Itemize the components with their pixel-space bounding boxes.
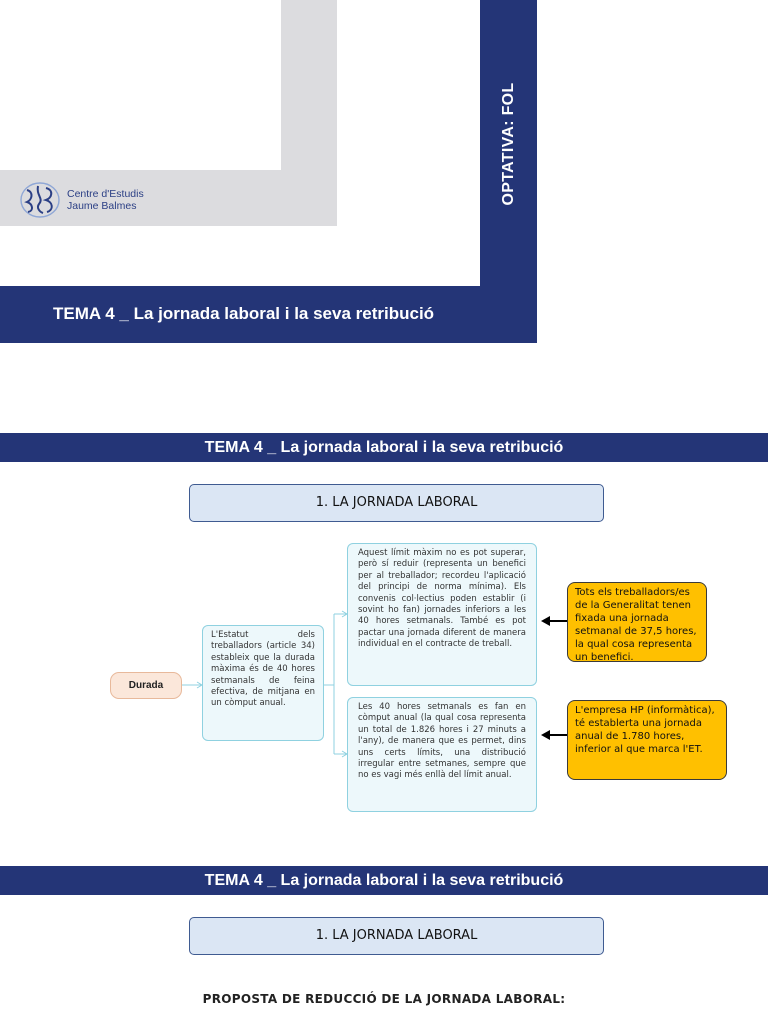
proposal-title: PROPOSTA DE REDUCCIÓ DE LA JORNADA LABORAL: bbox=[202, 992, 566, 1006]
cover-slide bbox=[0, 0, 537, 343]
slide2-section-title: 1. LA JORNADA LABORAL bbox=[189, 484, 604, 522]
logo-line-2: Jaume Balmes bbox=[67, 200, 137, 212]
limit-box: Aquest límit màxim no es pot superar, però sí reduir (representa un benefici per al treballador; recordeu l'aplicació del principi de norma mínima). Els convenis col·lectius poden establir (i sovint ho fan) jornades inferiors a les 40 hores setmanals. També es pot pactar una jornada diferent de manera individual en el contracte de treball. bbox=[347, 543, 537, 686]
slide2-header: TEMA 4 _ La jornada laboral i la seva retribució bbox=[0, 433, 768, 462]
estatut-box: L'Estatut dels treballadors (article 34) estableix que la durada màxima és de 40 hores setmanals de feina efectiva, de mitjana en un còmput anual. bbox=[202, 625, 324, 741]
cover-white-panel bbox=[0, 0, 281, 170]
generalitat-callout: Tots els treballadors/es de la Generalitat tenen fixada una jornada setmanal de 37,5 hores, la qual cosa representa un benefici. bbox=[567, 582, 707, 662]
slide3-section-title: 1. LA JORNADA LABORAL bbox=[189, 917, 604, 955]
durada-node: Durada bbox=[110, 672, 182, 699]
hp-callout: L'empresa HP (informàtica), té establerta una jornada anual de 1.780 hores, inferior al que marca l'ET. bbox=[567, 700, 727, 780]
computo-anual-box: Les 40 hores setmanals es fan en còmput anual (la qual cosa representa un total de 1.826 hores i 27 minuts a l'any), de manera que es permet, dins uns certs límits, una distribució irregular entre setmanes, sempre que no es vagi més enllà del límit anual. bbox=[347, 697, 537, 812]
logo-line-1: Centre d'Estudis bbox=[67, 188, 144, 200]
subject-label: OPTATIVA: FOL bbox=[500, 82, 517, 206]
school-logo bbox=[18, 177, 218, 223]
slide3-header: TEMA 4 _ La jornada laboral i la seva retribució bbox=[0, 866, 768, 895]
school-logo-icon bbox=[18, 178, 62, 222]
cover-title: TEMA 4 _ La jornada laboral i la seva retribució bbox=[53, 304, 435, 323]
school-logo-text bbox=[67, 188, 144, 212]
